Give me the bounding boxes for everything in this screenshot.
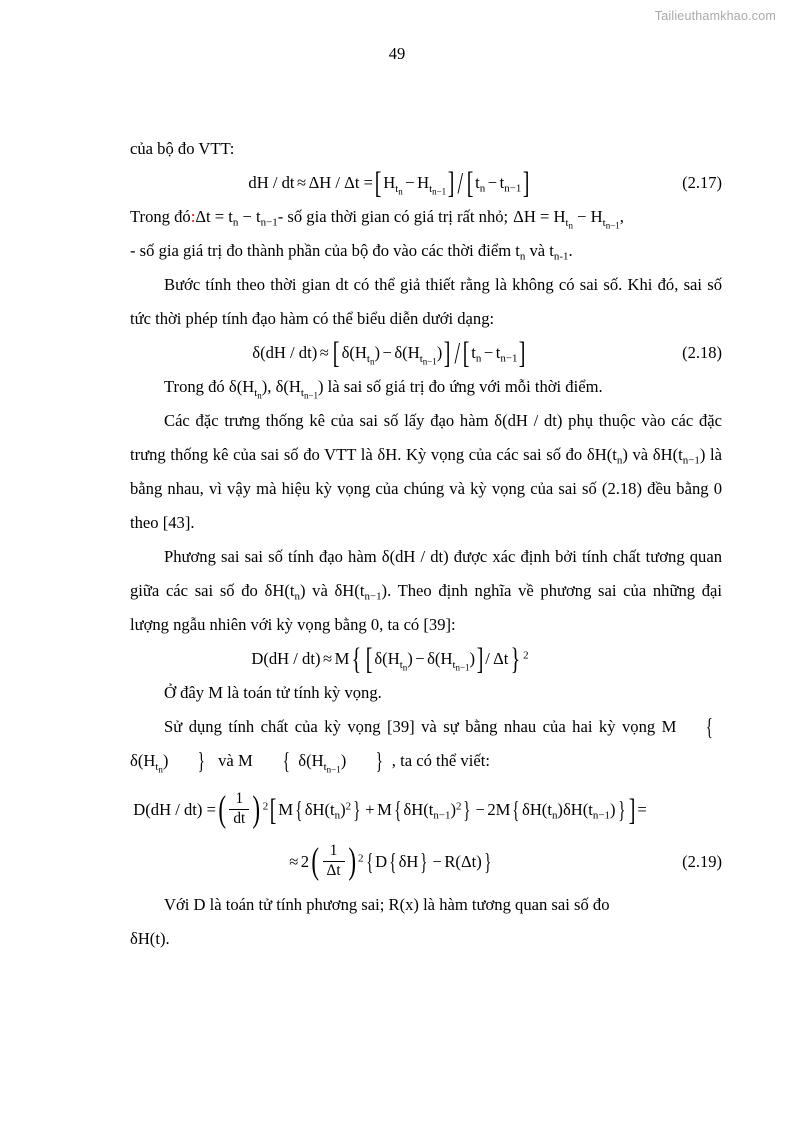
eq219-l2-frac-num: 1 [329,842,338,860]
eqdvar-approx: ≈ [322,649,333,668]
eq219-l2-fraction [323,843,345,879]
sogia-text: - số gia giá trị đo thành phần của bộ đo vào các thời điểm t [130,241,520,260]
paragraph-buoc-tinh [130,268,722,336]
eq217-num2-sub: t [429,182,433,195]
cacdactrung-5: . Kỳ vọng của các sai số đo [397,445,587,464]
equation-2-18 [130,336,722,370]
equation-variance-body: D(dH / dt) ≈ M{ [ $\delta(H_{t_n}) - \delta(H_{t_{n-1}})] / \Delta t$} $^2$ [251,642,529,677]
eq219-l2-pow: 2 [358,852,364,865]
trongdo2-tail: là sai số giá trị đo ứng với mỗi thời điểm. [327,377,603,396]
phuongsai-1: Phương sai sai số tính đạo hàm [164,547,382,566]
buoctinh-text: Bước tính theo thời gian dt có thể giả thiết rằng là không có sai số. Khi đó, sai số tức thời phép tính đạo hàm có thể biểu diễn dưới dạng: [130,275,722,328]
eq217-approx: ≈ [297,173,307,192]
cacdactrung-6: là bằng nhau, vì vậy mà hiệu kỳ vọng của chúng và kỳ vọng của sai số (2.18) đều bằng 0 theo [43]. [130,445,722,532]
eq219-term2-op: M [377,800,392,819]
void-2: δH(t). [130,929,170,948]
odaym-text: Ở đây M là toán tử tính kỳ vọng. [164,683,382,702]
phuongsai-2: δ(dH / dt) [381,547,449,566]
cacdactrung-3: phụ thuộc vào các đặc trưng thống kê của sai số đo VTT là [130,411,722,464]
trongdo-deltah-sub2: t [602,216,606,229]
eqdvar-lhs: D(dH / dt) [251,649,321,668]
eq219-term3: 2M [487,800,511,819]
eq219-minus: − [475,800,485,819]
trongdo-deltat-mid: − t [238,207,261,226]
equation-2-19-line2-body: ≈ 2( $\frac{1}{\Delta t}$ ) $^2${ D{ δH} − R(Δt)} [130,836,650,888]
eqdvar-power: 2 [523,649,529,662]
eq217-num-subsub: n [398,186,403,197]
eq219-equals: = [637,800,647,819]
trongdo-deltah: ΔH = H [513,207,566,226]
eq219-term3-b: δH(t [562,800,593,819]
eq219-lhs: D(dH / dt) = [133,800,216,819]
eq219-l2-approx: ≈ [289,852,299,871]
page-content [130,132,722,956]
eq219-term2-sub: n−1 [433,809,451,822]
eq219-l2-body-b: δH [398,852,419,871]
trongdo-colon: : [190,207,196,226]
eq219-l2-body-a: D [375,852,388,871]
cacdactrung-4: δH [377,445,398,464]
sogia-end: . [568,241,573,260]
eq219-l2-frac-den: Δt [323,861,345,879]
paragraph-voi-d-cont [130,922,722,956]
equation-2-17 [130,166,722,200]
eq219-fraction [229,791,249,827]
intro-text: của bộ đo VTT: [130,139,235,158]
eq217-den-b: t [499,173,505,192]
eq219-l2-body-c: R(Δt) [444,852,482,871]
paragraph-o-day-m [130,676,722,710]
void-1: Với D là toán tử tính phương sai; R(x) là hàm tương quan sai số đo [164,895,610,914]
eq219-term3-b-sub: n−1 [592,809,611,822]
eq217-den-b-sub: n−1 [504,182,522,195]
trongdo-deltah-subsub2: n−1 [605,220,620,231]
trongdo2-lead: Trong đó [164,377,229,396]
sudung-2: và [213,751,238,770]
eq217-num: H [383,173,396,192]
sogia-mid: và t [525,241,554,260]
watermark-text: Tailieuthamkhao.com [654,9,776,23]
sogia-sub1: n [519,250,526,263]
eq219-term1-body: δH(t [304,800,335,819]
paragraph-voi-d [130,888,722,922]
equation-2-17-number: (2.17) [682,173,722,192]
trongdo-lead: Trong đó [130,207,191,226]
equation-variance [130,642,722,676]
eq219-term1-pow: 2 [345,800,352,813]
eq219-plus: + [365,800,375,819]
trongdo-tail: - số gia thời gian có giá trị rất nhỏ; [277,207,509,226]
eq219-l2-coef: 2 [300,852,310,871]
trongdo-deltah-sub: t [565,216,569,229]
phuongsai-4: . Theo định nghĩa về phương sai của những đại lượng ngẫu nhiên với kỳ vọng bằng 0, ta có [39]: [130,581,722,634]
eq217-num-sub: t [395,182,399,195]
paragraph-trong-do-2: Trong đó $\delta(H_{t_n})$, $\delta(H_{t_{n-1}})$ là sai số giá trị đo ứng với mỗi thời điểm. [164,377,603,401]
equation-2-18-number: (2.18) [682,343,722,362]
eq217-num2-subsub: n−1 [432,186,447,197]
eq219-frac-den: dt [229,809,249,827]
eq219-term1: M [278,800,294,819]
eq217-den-a-sub: n [479,182,486,195]
eq219-term1-sub: n [334,809,341,822]
paragraph-so-gia [130,234,722,268]
phuongsai-3: được xác định bởi tính chất tương quan giữa các sai số đo [130,547,723,600]
eq219-term3-a-sub: n [551,809,558,822]
eq219-frac-num: 1 [235,790,244,808]
trongdo-deltat: Δt = t [195,207,233,226]
equation-2-19-line1-body: D(dH / dt) =( $\frac{1}{dt}$ ) $^2$[ M{ $\delta H(t_n)^2\} + M${ $\delta H(t_{n-1})^2\} - 2M${ $\delta H(t_n)\delta H(t_{n-1})$} ] = [133,789,647,831]
eq217-num2: H [417,173,430,192]
trongdo-comma: , [619,207,624,226]
eq219-term3-a: δH(t [522,800,552,819]
eqdvar-operator: M [334,649,350,668]
sogia-sub2: n-1 [553,250,569,263]
trongdo-deltah-subsub: n [568,220,573,231]
equation-2-18-body: δ(dH / dt) ≈ [ $\delta(H_{t_n}) - \delta(H_{t_{n-1}})$] / [ $t_n - t_{n-1}$] [252,336,526,371]
eq219-term2-pow: 2 [455,800,462,813]
eq219-power: 2 [262,800,269,813]
paragraph-cac-dac-trung: Các đặc trưng thống kê của sai số lấy đạo hàm δ(dH / dt) phụ thuộc vào các đặc trưng thống kê của sai số đo VTT là δH. Kỳ vọng của các sai số đo $\delta H(t_n)$ và $\delta H(t_{n-1})$ là bằng nhau, vì vậy mà hiệu kỳ vọng của chúng và kỳ vọng của sai số (2.18) đều bằng 0 theo [43]. [130,411,722,532]
eq219-l2-minus: − [432,852,442,871]
trongdo-deltat-sub1: n [232,216,239,229]
cacdactrung-2: δ(dH / dt) [494,411,563,430]
eq217-minus2: − [487,173,498,192]
equation-2-17-body: dH / dt ≈ ΔH / Δt =[ $H_{t_n} - H_{t_{n-1}}$] / [ $t_n - t_{n-1}$] [248,166,530,201]
paragraph-trong-do [130,200,722,234]
eq217-mid: ΔH / Δt = [308,173,373,192]
page-number: 49 [388,44,406,63]
trongdo-deltat-sub2: n−1 [260,216,278,229]
paragraph-su-dung: Sử dụng tính chất của kỳ vọng [39] và sự bằng nhau của hai kỳ vọng M {$\delta(H_{t_n})$ } và M { $\delta(H_{t_{n-1}})$ } , ta có thể viết: [130,714,714,775]
paragraph-phuong-sai: Phương sai sai số tính đạo hàm δ(dH / dt) được xác định bởi tính chất tương quan giữa các sai số đo $\delta H(t_n)$ và $\delta H(t_{n-1})$. Theo định nghĩa về phương sai của những đại lượng ngẫu nhiên với kỳ vọng bằng 0, ta có [39]: [130,547,723,634]
equation-2-19-line-1 [130,784,722,836]
cacdactrung-1: Các đặc trưng thống kê của sai số lấy đạo hàm [164,411,495,430]
trongdo-deltah-mid: − H [573,207,603,226]
sudung-3: , ta có thể viết: [391,751,490,770]
eq217-lhs: dH / dt [248,173,295,192]
paragraph-intro [130,132,722,166]
equation-2-19-number: (2.19) [682,852,722,871]
eq217-den-a: t [475,173,480,192]
equation-2-19-line-2 [130,836,722,888]
sudung-1: Sử dụng tính chất của kỳ vọng [39] và sự bằng nhau của hai kỳ vọng [164,717,662,736]
eq219-term2-body: δH(t [403,800,434,819]
eq217-minus: − [405,173,415,192]
